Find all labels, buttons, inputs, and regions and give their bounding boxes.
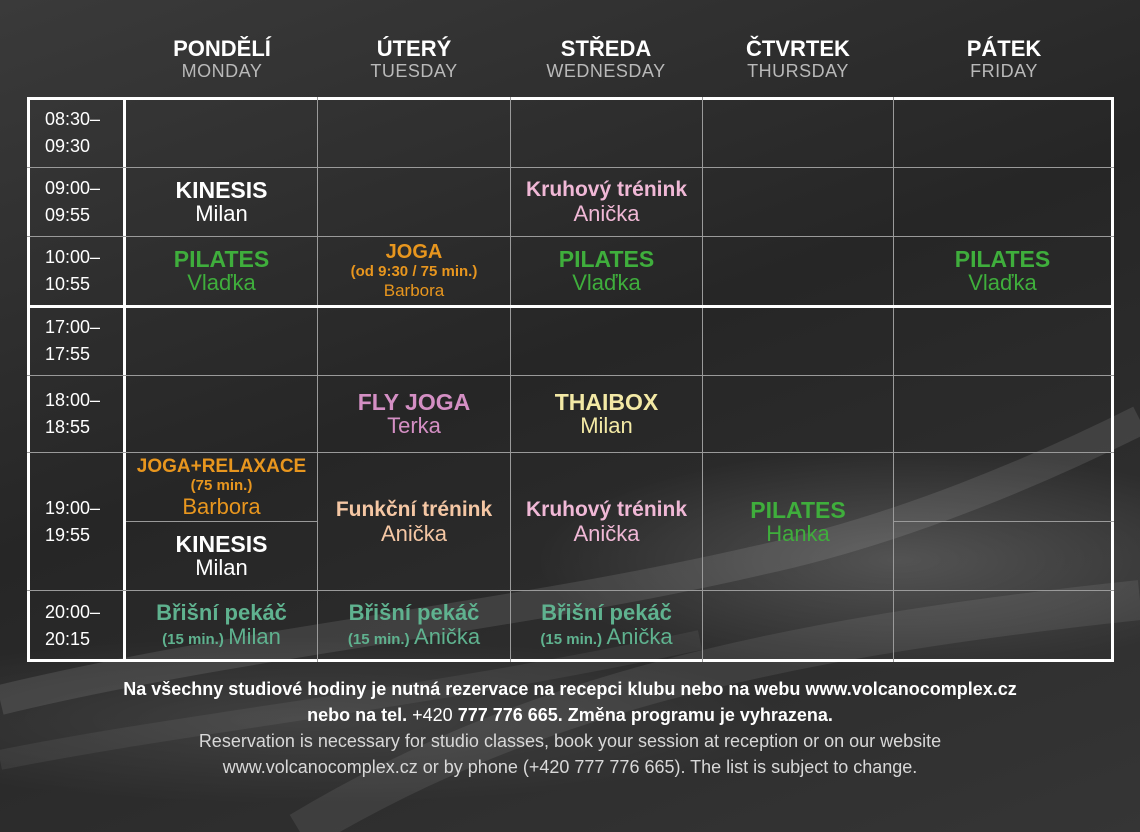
day-name-cz: STŘEDA bbox=[560, 36, 652, 61]
class-cell bbox=[894, 237, 1111, 305]
instructor-name: Anička bbox=[573, 201, 640, 226]
day-header-tuesday bbox=[318, 38, 510, 82]
day-name-cz: ÚTERÝ bbox=[376, 36, 452, 61]
instructor-name: Vlaďka bbox=[572, 270, 641, 295]
class-name: KINESIS bbox=[175, 177, 268, 203]
class-name: PILATES bbox=[558, 246, 655, 272]
class-cell bbox=[126, 522, 317, 590]
class-cell bbox=[318, 591, 510, 659]
class-note: (15 min.) bbox=[347, 631, 410, 648]
time-from: 20:00– bbox=[45, 602, 101, 622]
class-cell bbox=[511, 376, 702, 452]
time-slot bbox=[45, 175, 125, 229]
day-name-cz: PÁTEK bbox=[966, 36, 1042, 61]
day-name-cz: ČTVRTEK bbox=[746, 36, 850, 61]
footer-en-line2: www.volcanocomplex.cz or by phone (+420 777 776 665). The list is subject to change. bbox=[222, 757, 918, 777]
footer-en-line1: Reservation is necessary for studio classes, book your session at reception or on our website bbox=[198, 731, 942, 751]
class-cell bbox=[703, 453, 893, 590]
instructor-name: Anička bbox=[573, 520, 640, 546]
class-note: (75 min.) bbox=[190, 476, 253, 494]
class-cell bbox=[511, 453, 702, 590]
time-to: 19:55 bbox=[45, 525, 91, 545]
class-cell bbox=[126, 453, 317, 521]
class-name: THAIBOX bbox=[554, 389, 659, 415]
instructor-name: Milan bbox=[580, 413, 633, 438]
class-cell bbox=[126, 237, 317, 305]
class-name: Břišní pekáč bbox=[348, 600, 480, 625]
grid-divider bbox=[27, 305, 1114, 308]
time-to: 18:55 bbox=[45, 417, 91, 437]
class-cell bbox=[126, 591, 317, 659]
time-slot bbox=[45, 387, 125, 441]
instructor-name: Anička bbox=[380, 520, 448, 546]
time-from: 17:00– bbox=[45, 317, 101, 337]
class-cell bbox=[318, 237, 510, 305]
time-slot bbox=[45, 106, 125, 160]
day-header-thursday bbox=[702, 38, 894, 82]
class-name: Břišní pekáč bbox=[541, 600, 672, 625]
class-name: PILATES bbox=[954, 246, 1051, 272]
time-from: 19:00– bbox=[45, 498, 101, 518]
class-note: (od 9:30 / 75 min.) bbox=[350, 263, 478, 280]
time-slot bbox=[45, 314, 125, 368]
class-note: (15 min.) bbox=[540, 631, 603, 648]
time-from: 08:30– bbox=[45, 109, 101, 129]
footer-cz-line2b: 777 776 665. Změna programu je vyhrazena. bbox=[457, 705, 833, 725]
time-from: 09:00– bbox=[45, 178, 101, 198]
time-slot bbox=[45, 244, 125, 298]
grid-divider bbox=[893, 97, 894, 662]
day-name-en: WEDNESDAY bbox=[546, 61, 666, 81]
day-header-friday bbox=[894, 38, 1114, 82]
class-name: Funkční trénink bbox=[335, 497, 493, 521]
time-to: 09:55 bbox=[45, 205, 91, 225]
time-to: 10:55 bbox=[45, 274, 91, 294]
instructor-name: Hanka bbox=[766, 520, 830, 546]
time-slot bbox=[45, 599, 125, 653]
day-header-wednesday bbox=[510, 38, 702, 82]
instructor-name: Milan bbox=[228, 624, 281, 649]
time-to: 17:55 bbox=[45, 344, 91, 364]
class-cell bbox=[511, 591, 702, 659]
class-cell bbox=[126, 168, 317, 236]
class-note: (15 min.) bbox=[162, 631, 224, 648]
time-slot bbox=[45, 495, 125, 549]
day-name-en: MONDAY bbox=[181, 61, 263, 81]
instructor-name: Anička bbox=[414, 624, 481, 649]
instructor-name: Anička bbox=[606, 624, 673, 649]
footer-note-en bbox=[0, 728, 1140, 780]
class-name: KINESIS bbox=[175, 531, 268, 557]
instructor-name: Barbora bbox=[383, 281, 445, 300]
day-name-cz: PONDĚLÍ bbox=[173, 36, 271, 61]
grid-divider bbox=[894, 521, 1114, 522]
time-to: 09:30 bbox=[45, 136, 91, 156]
time-from: 10:00– bbox=[45, 247, 101, 267]
instructor-name: Milan bbox=[195, 201, 248, 226]
class-cell bbox=[511, 237, 702, 305]
class-name: Kruhový trénink bbox=[525, 497, 688, 521]
time-to: 20:15 bbox=[45, 629, 91, 649]
day-header-monday bbox=[126, 38, 318, 82]
day-name-en: FRIDAY bbox=[970, 61, 1038, 81]
instructor-name: Vlaďka bbox=[187, 270, 256, 295]
class-cell bbox=[511, 168, 702, 236]
class-name: Břišní pekáč bbox=[156, 600, 287, 625]
class-name: PILATES bbox=[750, 496, 846, 523]
footer-cz-line2a: nebo na tel. bbox=[307, 705, 408, 725]
day-name-en: THURSDAY bbox=[747, 61, 849, 81]
instructor-name: Vlaďka bbox=[968, 270, 1037, 295]
instructor-name: Milan bbox=[195, 555, 248, 580]
time-from: 18:00– bbox=[45, 390, 101, 410]
class-name: JOGA bbox=[385, 241, 443, 263]
instructor-name: Barbora bbox=[182, 493, 261, 519]
instructor-name: Terka bbox=[387, 413, 441, 438]
class-cell bbox=[318, 376, 510, 452]
class-name: Kruhový trénink bbox=[525, 178, 688, 201]
class-name: PILATES bbox=[173, 246, 270, 272]
class-cell bbox=[318, 453, 510, 590]
footer-cz-line1: Na všechny studiové hodiny je nutná rezervace na recepci klubu nebo na webu www.volcanocomplex.cz bbox=[123, 679, 1017, 699]
footer-cz-phone-prefix: +420 bbox=[412, 705, 453, 725]
class-name: JOGA+RELAXACE bbox=[136, 455, 307, 477]
class-name: FLY JOGA bbox=[357, 389, 471, 415]
day-name-en: TUESDAY bbox=[370, 61, 458, 81]
footer-note-cz bbox=[0, 676, 1140, 728]
